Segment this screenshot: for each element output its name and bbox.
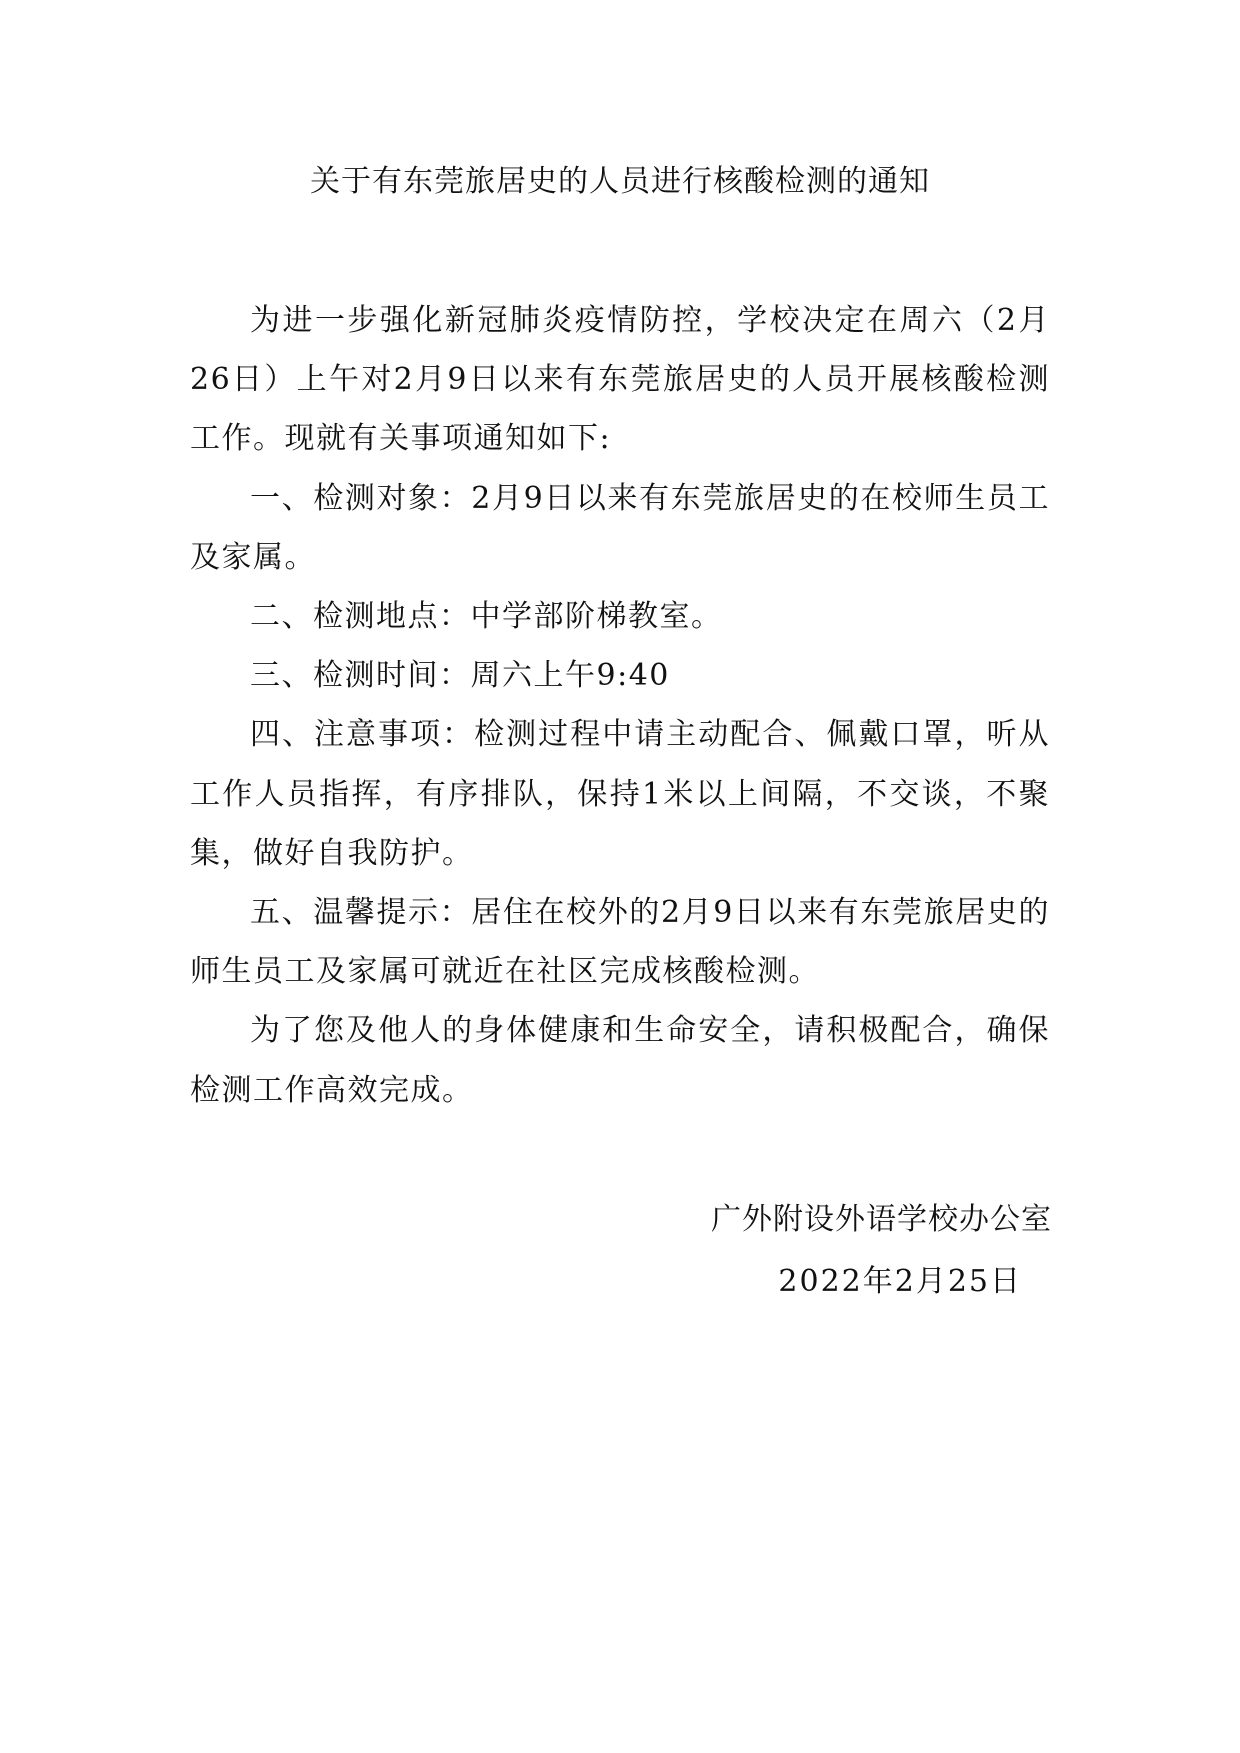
item-precautions: 四、注意事项：检测过程中请主动配合、佩戴口罩，听从工作人员指挥，有序排队，保持1米以上间隔，不交谈，不聚集，做好自我防护。 bbox=[190, 717, 1050, 871]
item-subjects: 一、检测对象：2月9日以来有东莞旅居史的在校师生员工及家属。 bbox=[190, 480, 1050, 575]
signature-office: 广外附设外语学校办公室 bbox=[711, 1202, 1052, 1237]
notice-date: 2022年2月25日 bbox=[778, 1264, 1022, 1299]
intro-paragraph: 为进一步强化新冠肺炎疫情防控，学校决定在周六（2月26日）上午对2月9日以来有东莞旅居史的人员开展核酸检测工作。现就有关事项通知如下: bbox=[190, 303, 1050, 457]
item-location: 二、检测地点：中学部阶梯教室。 bbox=[250, 599, 723, 635]
notice-body bbox=[190, 291, 1050, 1120]
item-time: 三、检测时间：周六上午9:40 bbox=[250, 658, 670, 694]
closing-paragraph: 为了您及他人的身体健康和生命安全，请积极配合，确保检测工作高效完成。 bbox=[190, 1013, 1050, 1108]
notice-title: 关于有东莞旅居史的人员进行核酸检测的通知 bbox=[310, 164, 930, 199]
item-reminder: 五、温馨提示：居住在校外的2月9日以来有东莞旅居史的师生员工及家属可就近在社区完成核酸检测。 bbox=[190, 895, 1050, 990]
